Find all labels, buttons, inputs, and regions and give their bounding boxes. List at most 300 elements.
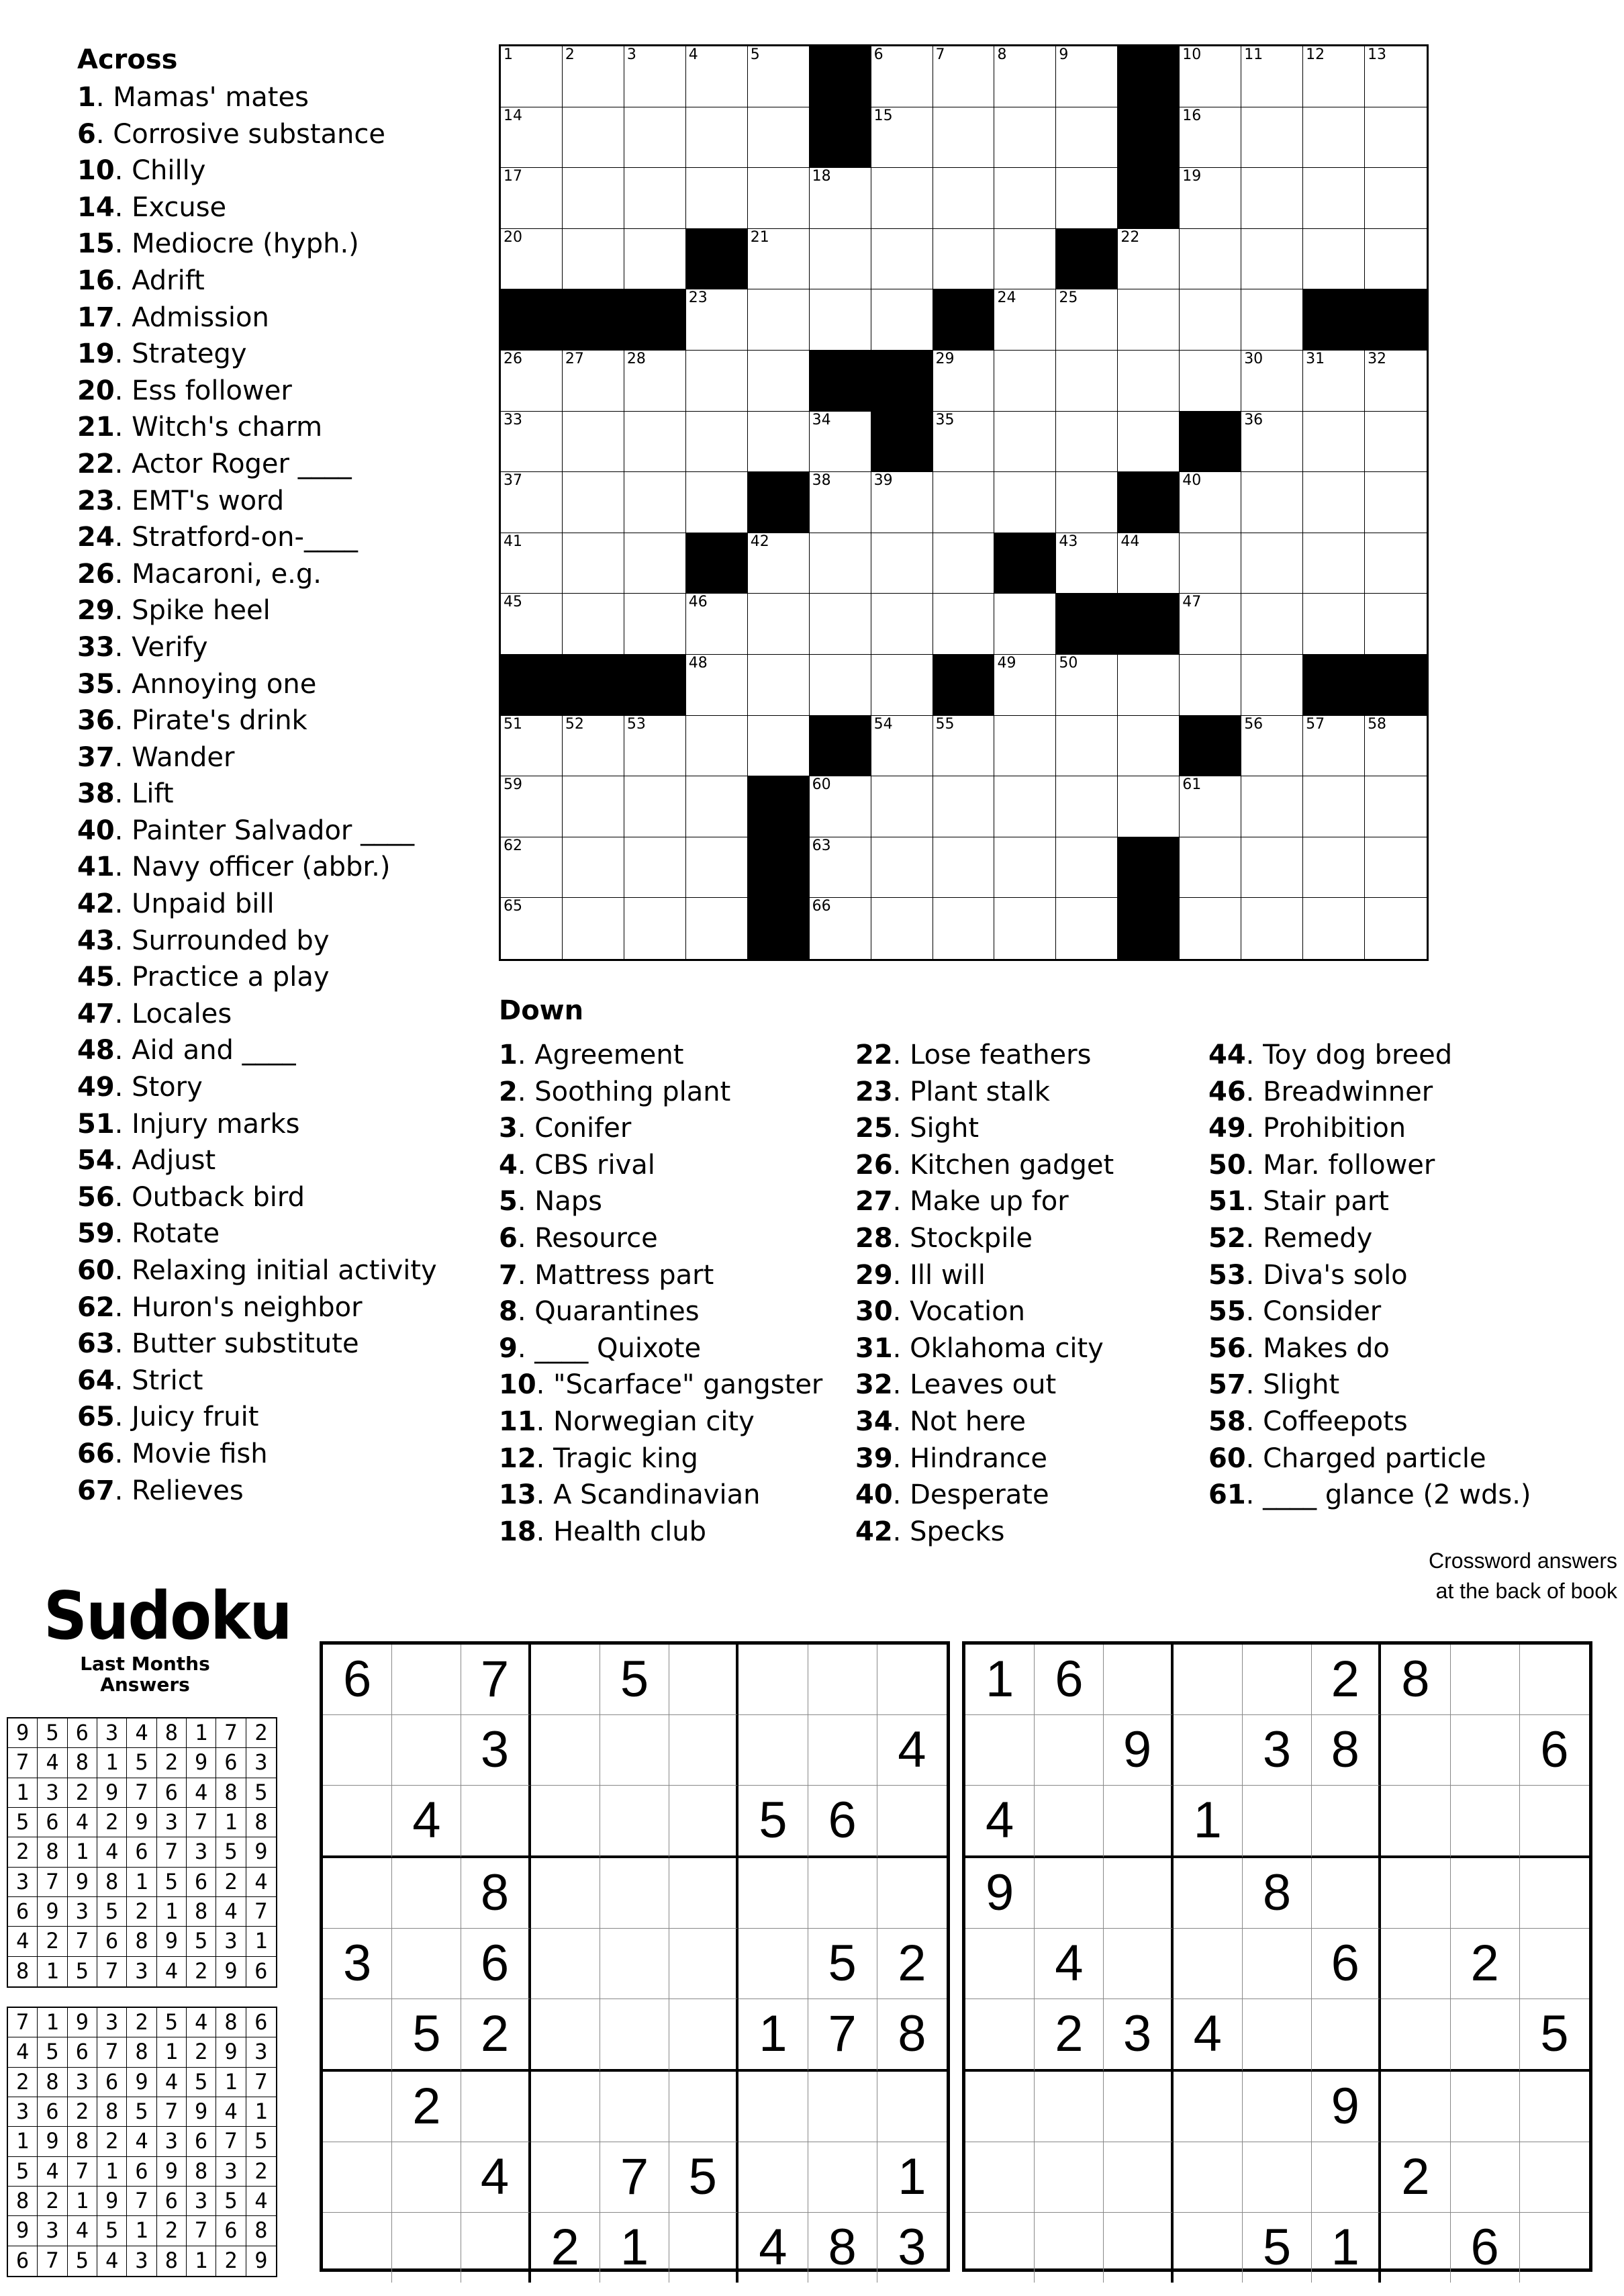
crossword-cell[interactable] bbox=[1241, 837, 1303, 899]
sudoku-empty-cell[interactable] bbox=[461, 2213, 530, 2283]
crossword-cell[interactable] bbox=[933, 837, 995, 899]
sudoku-empty-cell[interactable] bbox=[738, 1645, 808, 1715]
crossword-cell[interactable] bbox=[686, 46, 748, 107]
crossword-cell[interactable] bbox=[748, 594, 810, 655]
sudoku-empty-cell[interactable] bbox=[1381, 1786, 1450, 1858]
crossword-cell[interactable] bbox=[1241, 107, 1303, 169]
sudoku-empty-cell[interactable] bbox=[1312, 2142, 1381, 2213]
crossword-cell[interactable] bbox=[748, 655, 810, 716]
crossword-cell[interactable] bbox=[810, 898, 871, 959]
crossword-cell[interactable] bbox=[1303, 107, 1365, 169]
crossword-cell[interactable] bbox=[624, 168, 686, 229]
crossword-cell[interactable] bbox=[748, 229, 810, 290]
sudoku-empty-cell[interactable] bbox=[531, 2072, 600, 2142]
crossword-cell[interactable] bbox=[748, 46, 810, 107]
down-heading: Down bbox=[499, 995, 584, 1026]
crossword-cell[interactable] bbox=[1180, 655, 1241, 716]
crossword-cell[interactable] bbox=[686, 837, 748, 899]
sudoku-empty-cell[interactable] bbox=[738, 1929, 808, 1999]
crossword-cell[interactable] bbox=[563, 837, 624, 899]
crossword-cell[interactable] bbox=[1056, 533, 1118, 594]
crossword-cell[interactable] bbox=[624, 229, 686, 290]
sudoku-empty-cell[interactable] bbox=[392, 1715, 461, 1786]
sudoku-empty-cell[interactable] bbox=[1520, 2142, 1589, 2213]
crossword-cell[interactable] bbox=[1056, 776, 1118, 837]
crossword-cell[interactable] bbox=[1365, 229, 1427, 290]
sudoku-empty-cell[interactable] bbox=[600, 1858, 669, 1929]
crossword-cell[interactable] bbox=[994, 46, 1056, 107]
sudoku-empty-cell[interactable] bbox=[600, 1929, 669, 1999]
crossword-cell[interactable] bbox=[563, 716, 624, 777]
sudoku-empty-cell[interactable] bbox=[1243, 1645, 1312, 1715]
crossword-cell[interactable] bbox=[1180, 898, 1241, 959]
crossword-cell[interactable] bbox=[1118, 229, 1180, 290]
crossword-cell[interactable] bbox=[1303, 351, 1365, 412]
sudoku-empty-cell[interactable] bbox=[1035, 2213, 1104, 2283]
crossword-cell[interactable] bbox=[1303, 168, 1365, 229]
sudoku-empty-cell[interactable] bbox=[1035, 1715, 1104, 1786]
crossword-cell[interactable] bbox=[748, 533, 810, 594]
crossword-cell[interactable] bbox=[1180, 168, 1241, 229]
crossword-cell[interactable] bbox=[1118, 412, 1180, 473]
crossword-cell[interactable] bbox=[1118, 655, 1180, 716]
crossword-cell[interactable] bbox=[810, 655, 871, 716]
crossword-cell[interactable] bbox=[1241, 289, 1303, 351]
crossword-cell[interactable] bbox=[1303, 533, 1365, 594]
sudoku-empty-cell[interactable] bbox=[1174, 1858, 1243, 1929]
crossword-cell[interactable] bbox=[501, 716, 563, 777]
sudoku-empty-cell[interactable] bbox=[669, 1858, 738, 1929]
sudoku-empty-cell[interactable] bbox=[1104, 1645, 1173, 1715]
sudoku-empty-cell[interactable] bbox=[1243, 1999, 1312, 2072]
crossword-cell[interactable] bbox=[1180, 472, 1241, 533]
sudoku-empty-cell[interactable] bbox=[1520, 2213, 1589, 2283]
sudoku-empty-cell[interactable] bbox=[531, 1645, 600, 1715]
crossword-cell[interactable] bbox=[871, 229, 933, 290]
sudoku-empty-cell[interactable] bbox=[669, 1715, 738, 1786]
crossword-cell[interactable] bbox=[871, 107, 933, 169]
crossword-cell[interactable] bbox=[1241, 533, 1303, 594]
sudoku-empty-cell[interactable] bbox=[738, 1715, 808, 1786]
crossword-cell[interactable] bbox=[1180, 229, 1241, 290]
crossword-cell[interactable] bbox=[1365, 472, 1427, 533]
sudoku-empty-cell[interactable] bbox=[1312, 1786, 1381, 1858]
crossword-cell[interactable] bbox=[686, 655, 748, 716]
sudoku-empty-cell[interactable] bbox=[1451, 2072, 1520, 2142]
crossword-cell[interactable] bbox=[1241, 168, 1303, 229]
crossword-cell[interactable] bbox=[1056, 412, 1118, 473]
sudoku-empty-cell[interactable] bbox=[669, 2213, 738, 2283]
crossword-cell[interactable] bbox=[1180, 776, 1241, 837]
crossword-cell[interactable] bbox=[748, 351, 810, 412]
crossword-cell[interactable] bbox=[1303, 412, 1365, 473]
sudoku-empty-cell[interactable] bbox=[531, 2142, 600, 2213]
crossword-cell[interactable] bbox=[810, 533, 871, 594]
crossword-cell[interactable] bbox=[501, 776, 563, 837]
sudoku-empty-cell[interactable] bbox=[1243, 2072, 1312, 2142]
sudoku-empty-cell[interactable] bbox=[669, 1786, 738, 1858]
crossword-cell[interactable] bbox=[1303, 837, 1365, 899]
crossword-cell[interactable] bbox=[810, 168, 871, 229]
crossword-cell[interactable] bbox=[563, 412, 624, 473]
crossword-cell[interactable] bbox=[563, 533, 624, 594]
sudoku-empty-cell[interactable] bbox=[1312, 1999, 1381, 2072]
sudoku-empty-cell[interactable] bbox=[669, 1929, 738, 1999]
sudoku-empty-cell[interactable] bbox=[877, 1645, 947, 1715]
sudoku-empty-cell[interactable] bbox=[1451, 1999, 1520, 2072]
crossword-cell[interactable] bbox=[1365, 412, 1427, 473]
crossword-cell[interactable] bbox=[1303, 472, 1365, 533]
sudoku-empty-cell[interactable] bbox=[808, 2142, 877, 2213]
crossword-cell[interactable] bbox=[1303, 46, 1365, 107]
sudoku-empty-cell[interactable] bbox=[1174, 1929, 1243, 1999]
sudoku-empty-cell[interactable] bbox=[669, 1999, 738, 2072]
crossword-cell[interactable] bbox=[810, 776, 871, 837]
sudoku-empty-cell[interactable] bbox=[877, 1786, 947, 1858]
crossword-cell[interactable] bbox=[501, 533, 563, 594]
crossword-cell[interactable] bbox=[563, 898, 624, 959]
crossword-cell[interactable] bbox=[624, 594, 686, 655]
crossword-cell[interactable] bbox=[1056, 289, 1118, 351]
crossword-cell[interactable] bbox=[1303, 716, 1365, 777]
crossword-cell[interactable] bbox=[933, 229, 995, 290]
sudoku-empty-cell[interactable] bbox=[600, 2072, 669, 2142]
crossword-cell[interactable] bbox=[501, 837, 563, 899]
sudoku-empty-cell[interactable] bbox=[392, 1858, 461, 1929]
sudoku-empty-cell[interactable] bbox=[600, 1999, 669, 2072]
sudoku-empty-cell[interactable] bbox=[965, 1929, 1035, 1999]
crossword-cell[interactable] bbox=[1365, 46, 1427, 107]
crossword-cell[interactable] bbox=[563, 351, 624, 412]
crossword-cell[interactable] bbox=[563, 229, 624, 290]
crossword-cell[interactable] bbox=[624, 107, 686, 169]
crossword-cell[interactable] bbox=[563, 46, 624, 107]
crossword-cell[interactable] bbox=[994, 472, 1056, 533]
sudoku-empty-cell[interactable] bbox=[1174, 2072, 1243, 2142]
crossword-cell[interactable] bbox=[748, 289, 810, 351]
sudoku-empty-cell[interactable] bbox=[808, 1645, 877, 1715]
crossword-cell[interactable] bbox=[686, 716, 748, 777]
crossword-cell[interactable] bbox=[686, 472, 748, 533]
crossword-cell[interactable] bbox=[748, 716, 810, 777]
sudoku-empty-cell[interactable] bbox=[1104, 1858, 1173, 1929]
crossword-cell[interactable] bbox=[1241, 776, 1303, 837]
sudoku-empty-cell[interactable] bbox=[808, 1715, 877, 1786]
crossword-cell[interactable] bbox=[624, 46, 686, 107]
crossword-cell[interactable] bbox=[563, 776, 624, 837]
crossword-cell[interactable] bbox=[501, 472, 563, 533]
crossword-cell[interactable] bbox=[501, 898, 563, 959]
crossword-cell[interactable] bbox=[1303, 594, 1365, 655]
sudoku-empty-cell[interactable] bbox=[738, 1858, 808, 1929]
sudoku-empty-cell[interactable] bbox=[392, 2142, 461, 2213]
crossword-cell[interactable] bbox=[1365, 837, 1427, 899]
sudoku-empty-cell[interactable] bbox=[1035, 2072, 1104, 2142]
crossword-cell[interactable] bbox=[810, 229, 871, 290]
crossword-cell[interactable] bbox=[933, 412, 995, 473]
crossword-cell[interactable] bbox=[1241, 655, 1303, 716]
crossword-cell[interactable] bbox=[1180, 594, 1241, 655]
crossword-cell[interactable] bbox=[686, 412, 748, 473]
crossword-cell[interactable] bbox=[501, 46, 563, 107]
sudoku-empty-cell[interactable] bbox=[531, 1715, 600, 1786]
sudoku-empty-cell[interactable] bbox=[323, 2213, 392, 2283]
sudoku-empty-cell[interactable] bbox=[323, 2072, 392, 2142]
crossword-cell[interactable] bbox=[624, 533, 686, 594]
sudoku-empty-cell[interactable] bbox=[808, 1858, 877, 1929]
crossword-cell[interactable] bbox=[686, 289, 748, 351]
sudoku-empty-cell[interactable] bbox=[1381, 1858, 1450, 1929]
crossword-cell[interactable] bbox=[1056, 46, 1118, 107]
sudoku-empty-cell[interactable] bbox=[1520, 1929, 1589, 1999]
crossword-cell[interactable] bbox=[933, 716, 995, 777]
crossword-cell[interactable] bbox=[871, 289, 933, 351]
sudoku-empty-cell[interactable] bbox=[1104, 2213, 1173, 2283]
crossword-cell[interactable] bbox=[933, 776, 995, 837]
crossword-cell[interactable] bbox=[1241, 594, 1303, 655]
crossword-cell[interactable] bbox=[624, 472, 686, 533]
crossword-cell[interactable] bbox=[933, 533, 995, 594]
crossword-cell[interactable] bbox=[810, 412, 871, 473]
crossword-cell[interactable] bbox=[994, 107, 1056, 169]
crossword-cell[interactable] bbox=[1056, 837, 1118, 899]
sudoku-empty-cell[interactable] bbox=[461, 1786, 530, 1858]
sudoku-empty-cell[interactable] bbox=[965, 1999, 1035, 2072]
crossword-cell[interactable] bbox=[810, 594, 871, 655]
crossword-cell[interactable] bbox=[686, 776, 748, 837]
sudoku-empty-cell[interactable] bbox=[531, 1786, 600, 1858]
crossword-cell[interactable] bbox=[501, 351, 563, 412]
crossword-cell[interactable] bbox=[994, 898, 1056, 959]
crossword-cell[interactable] bbox=[501, 594, 563, 655]
crossword-cell[interactable] bbox=[994, 412, 1056, 473]
sudoku-empty-cell[interactable] bbox=[461, 2072, 530, 2142]
sudoku-empty-cell[interactable] bbox=[738, 2142, 808, 2213]
crossword-cell[interactable] bbox=[1303, 229, 1365, 290]
crossword-cell[interactable] bbox=[1365, 351, 1427, 412]
crossword-cell[interactable] bbox=[1118, 776, 1180, 837]
sudoku-empty-cell[interactable] bbox=[1520, 1786, 1589, 1858]
sudoku-empty-cell[interactable] bbox=[323, 1999, 392, 2072]
crossword-cell[interactable] bbox=[994, 351, 1056, 412]
crossword-cell[interactable] bbox=[1241, 412, 1303, 473]
crossword-cell[interactable] bbox=[1365, 898, 1427, 959]
crossword-cell[interactable] bbox=[871, 46, 933, 107]
crossword-cell[interactable] bbox=[994, 837, 1056, 899]
crossword-cell[interactable] bbox=[871, 594, 933, 655]
sudoku-empty-cell[interactable] bbox=[1381, 1999, 1450, 2072]
sudoku-empty-cell[interactable] bbox=[1035, 1786, 1104, 1858]
crossword-cell[interactable] bbox=[686, 898, 748, 959]
sudoku-empty-cell[interactable] bbox=[669, 1645, 738, 1715]
crossword-cell[interactable] bbox=[501, 412, 563, 473]
sudoku-empty-cell[interactable] bbox=[1104, 2142, 1173, 2213]
crossword-cell[interactable] bbox=[1056, 716, 1118, 777]
sudoku-empty-cell[interactable] bbox=[600, 1715, 669, 1786]
sudoku-empty-cell[interactable] bbox=[323, 1858, 392, 1929]
crossword-cell[interactable] bbox=[871, 168, 933, 229]
crossword-cell[interactable] bbox=[933, 351, 995, 412]
crossword-cell[interactable] bbox=[1241, 472, 1303, 533]
crossword-cell[interactable] bbox=[1056, 107, 1118, 169]
crossword-cell[interactable] bbox=[871, 472, 933, 533]
crossword-cell[interactable] bbox=[624, 898, 686, 959]
sudoku-empty-cell[interactable] bbox=[1451, 2142, 1520, 2213]
crossword-cell[interactable] bbox=[933, 898, 995, 959]
crossword-cell[interactable] bbox=[1056, 898, 1118, 959]
crossword-cell[interactable] bbox=[871, 898, 933, 959]
sudoku-empty-cell[interactable] bbox=[1035, 1858, 1104, 1929]
sudoku-empty-cell[interactable] bbox=[531, 1999, 600, 2072]
crossword-cell[interactable] bbox=[748, 412, 810, 473]
crossword-cell[interactable] bbox=[933, 46, 995, 107]
sudoku-empty-cell[interactable] bbox=[1104, 2072, 1173, 2142]
crossword-cell[interactable] bbox=[994, 594, 1056, 655]
crossword-cell[interactable] bbox=[624, 716, 686, 777]
crossword-cell[interactable] bbox=[1241, 229, 1303, 290]
sudoku-empty-cell[interactable] bbox=[392, 1645, 461, 1715]
sudoku-empty-cell[interactable] bbox=[323, 1786, 392, 1858]
sudoku-empty-cell[interactable] bbox=[531, 1858, 600, 1929]
crossword-cell[interactable] bbox=[686, 351, 748, 412]
crossword-cell[interactable] bbox=[563, 472, 624, 533]
crossword-cell[interactable] bbox=[1118, 716, 1180, 777]
crossword-cell[interactable] bbox=[624, 837, 686, 899]
crossword-cell[interactable] bbox=[748, 168, 810, 229]
sudoku-empty-cell[interactable] bbox=[1381, 2213, 1450, 2283]
crossword-cell[interactable] bbox=[748, 107, 810, 169]
crossword-cell[interactable] bbox=[1241, 898, 1303, 959]
sudoku-empty-cell[interactable] bbox=[1104, 1786, 1173, 1858]
crossword-cell[interactable] bbox=[1056, 168, 1118, 229]
sudoku-empty-cell[interactable] bbox=[1520, 2072, 1589, 2142]
crossword-cell[interactable] bbox=[810, 289, 871, 351]
crossword-cell[interactable] bbox=[994, 776, 1056, 837]
crossword-cell[interactable] bbox=[1303, 898, 1365, 959]
crossword-cell[interactable] bbox=[994, 655, 1056, 716]
crossword-cell[interactable] bbox=[1241, 46, 1303, 107]
sudoku-empty-cell[interactable] bbox=[1312, 1858, 1381, 1929]
crossword-cell[interactable] bbox=[686, 107, 748, 169]
crossword-cell[interactable] bbox=[1118, 533, 1180, 594]
crossword-cell[interactable] bbox=[624, 412, 686, 473]
sudoku-empty-cell[interactable] bbox=[808, 2072, 877, 2142]
sudoku-empty-cell[interactable] bbox=[1381, 2072, 1450, 2142]
sudoku-empty-cell[interactable] bbox=[877, 2072, 947, 2142]
sudoku-empty-cell[interactable] bbox=[1243, 2142, 1312, 2213]
crossword-cell[interactable] bbox=[563, 594, 624, 655]
crossword-cell[interactable] bbox=[563, 107, 624, 169]
crossword-cell[interactable] bbox=[1056, 472, 1118, 533]
crossword-cell[interactable] bbox=[1303, 776, 1365, 837]
sudoku-empty-cell[interactable] bbox=[1174, 2142, 1243, 2213]
crossword-cell[interactable] bbox=[1180, 837, 1241, 899]
sudoku-empty-cell[interactable] bbox=[323, 2142, 392, 2213]
crossword-cell[interactable] bbox=[871, 533, 933, 594]
crossword-cell[interactable] bbox=[624, 776, 686, 837]
crossword-cell[interactable] bbox=[1118, 351, 1180, 412]
crossword-cell[interactable] bbox=[994, 229, 1056, 290]
crossword-cell[interactable] bbox=[1056, 351, 1118, 412]
crossword-cell[interactable] bbox=[994, 168, 1056, 229]
crossword-cell[interactable] bbox=[933, 594, 995, 655]
crossword-cell[interactable] bbox=[1118, 289, 1180, 351]
crossword-cell[interactable] bbox=[1180, 289, 1241, 351]
crossword-cell[interactable] bbox=[871, 655, 933, 716]
crossword-cell[interactable] bbox=[1365, 168, 1427, 229]
sudoku-empty-cell[interactable] bbox=[1104, 1929, 1173, 1999]
sudoku-empty-cell[interactable] bbox=[1451, 1715, 1520, 1786]
crossword-cell[interactable] bbox=[933, 107, 995, 169]
sudoku-empty-cell[interactable] bbox=[877, 1858, 947, 1929]
sudoku-empty-cell[interactable] bbox=[1174, 1645, 1243, 1715]
crossword-cell[interactable] bbox=[1056, 655, 1118, 716]
crossword-cell[interactable] bbox=[1241, 351, 1303, 412]
sudoku-empty-cell[interactable] bbox=[1451, 1786, 1520, 1858]
sudoku-empty-cell[interactable] bbox=[1243, 1786, 1312, 1858]
crossword-cell[interactable] bbox=[810, 837, 871, 899]
sudoku-empty-cell[interactable] bbox=[1243, 1929, 1312, 1999]
crossword-cell[interactable] bbox=[810, 472, 871, 533]
sudoku-empty-cell[interactable] bbox=[1451, 1858, 1520, 1929]
crossword-cell[interactable] bbox=[501, 168, 563, 229]
crossword-cell[interactable] bbox=[1365, 107, 1427, 169]
sudoku-empty-cell[interactable] bbox=[1451, 1645, 1520, 1715]
sudoku-empty-cell[interactable] bbox=[392, 2213, 461, 2283]
crossword-cell[interactable] bbox=[1241, 716, 1303, 777]
sudoku-empty-cell[interactable] bbox=[1381, 1929, 1450, 1999]
crossword-cell[interactable] bbox=[1365, 716, 1427, 777]
crossword-cell[interactable] bbox=[624, 351, 686, 412]
crossword-cell[interactable] bbox=[1365, 594, 1427, 655]
sudoku-empty-cell[interactable] bbox=[1174, 1715, 1243, 1786]
crossword-cell[interactable] bbox=[686, 594, 748, 655]
crossword-cell[interactable] bbox=[1180, 351, 1241, 412]
sudoku-empty-cell[interactable] bbox=[965, 2213, 1035, 2283]
sudoku-empty-cell[interactable] bbox=[965, 2072, 1035, 2142]
sudoku-empty-cell[interactable] bbox=[1520, 1858, 1589, 1929]
crossword-cell[interactable] bbox=[563, 168, 624, 229]
crossword-cell[interactable] bbox=[933, 472, 995, 533]
sudoku-empty-cell[interactable] bbox=[965, 1715, 1035, 1786]
crossword-cell[interactable] bbox=[994, 716, 1056, 777]
crossword-cell[interactable] bbox=[1365, 533, 1427, 594]
crossword-cell[interactable] bbox=[501, 107, 563, 169]
crossword-cell[interactable] bbox=[1180, 46, 1241, 107]
sudoku-empty-cell[interactable] bbox=[669, 2072, 738, 2142]
sudoku-empty-cell[interactable] bbox=[531, 1929, 600, 1999]
sudoku-empty-cell[interactable] bbox=[600, 1786, 669, 1858]
crossword-cell[interactable] bbox=[871, 776, 933, 837]
sudoku-empty-cell[interactable] bbox=[1035, 2142, 1104, 2213]
sudoku-empty-cell[interactable] bbox=[323, 1715, 392, 1786]
crossword-cell[interactable] bbox=[871, 837, 933, 899]
sudoku-empty-cell[interactable] bbox=[1520, 1645, 1589, 1715]
sudoku-empty-cell[interactable] bbox=[1174, 2213, 1243, 2283]
sudoku-empty-cell[interactable] bbox=[1381, 1715, 1450, 1786]
crossword-cell[interactable] bbox=[1180, 533, 1241, 594]
sudoku-empty-cell[interactable] bbox=[392, 1929, 461, 1999]
sudoku-empty-cell[interactable] bbox=[738, 2072, 808, 2142]
crossword-cell[interactable] bbox=[1180, 107, 1241, 169]
crossword-cell[interactable] bbox=[871, 716, 933, 777]
crossword-cell[interactable] bbox=[686, 168, 748, 229]
crossword-cell[interactable] bbox=[994, 289, 1056, 351]
crossword-cell[interactable] bbox=[933, 168, 995, 229]
crossword-cell[interactable] bbox=[1365, 776, 1427, 837]
crossword-cell[interactable] bbox=[501, 229, 563, 290]
sudoku-empty-cell[interactable] bbox=[965, 2142, 1035, 2213]
